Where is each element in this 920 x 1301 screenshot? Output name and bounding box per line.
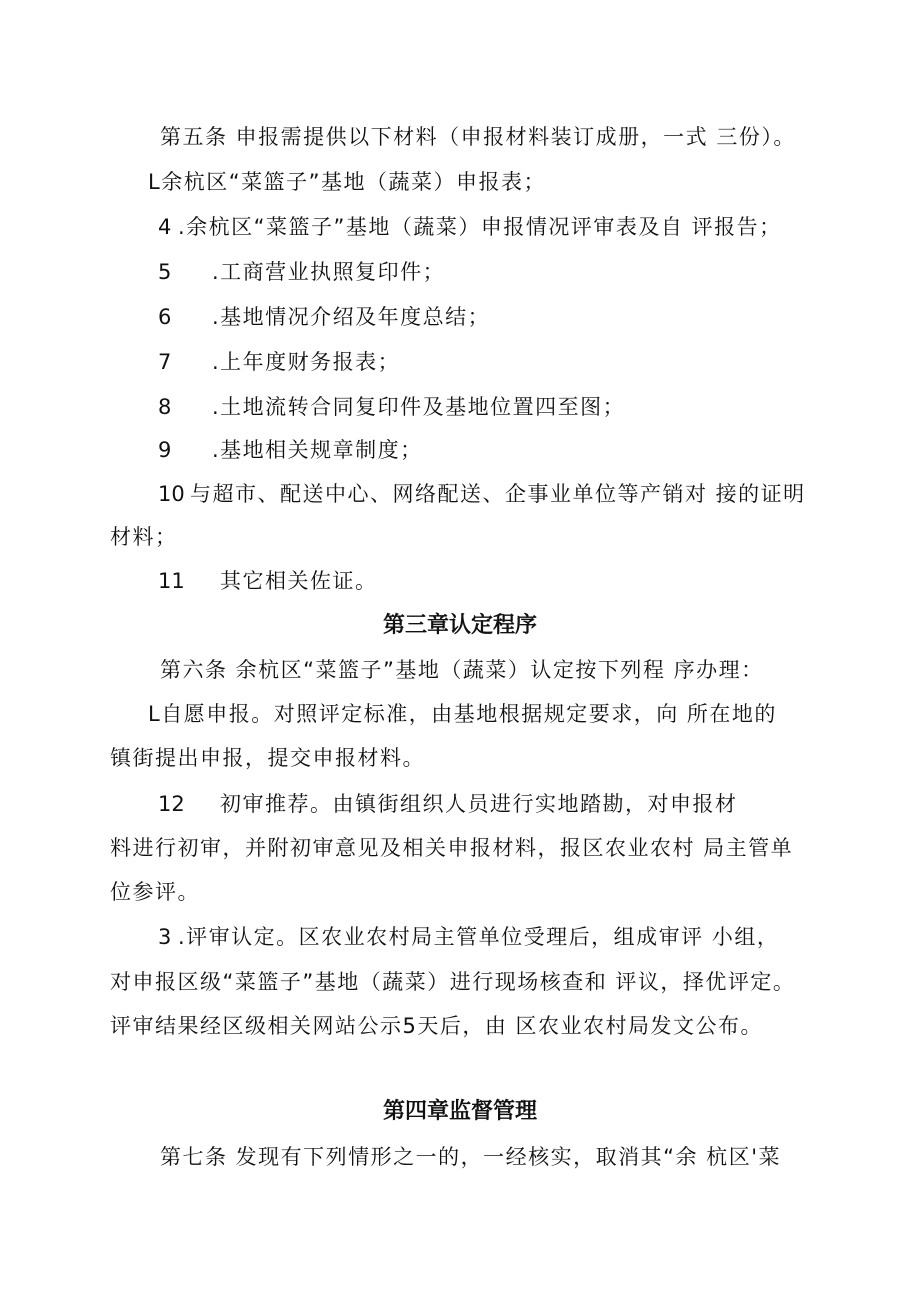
list-number: 11: [158, 569, 185, 593]
list-number: 12: [158, 792, 185, 816]
list-item: 其它相关佐证。: [220, 569, 378, 593]
paragraph-line: .评审认定。区农业农村局主管单位受理后，组成审评 小组，: [178, 925, 780, 949]
list-number: 3: [158, 925, 172, 949]
chapter3-heading: 第三章认定程序: [382, 613, 537, 638]
list-item: .工商营业执照复印件；: [212, 260, 446, 284]
article5-title: 第五条 申报需提供以下材料（申报材料装订成册，一式 三份）。: [160, 125, 796, 149]
chapter4-heading: 第四章监督管理: [382, 1099, 537, 1124]
paragraph-line: 位参评。: [110, 880, 200, 904]
list-number: 10: [158, 482, 185, 506]
paragraph-line: 镇街提出申报，提交申报材料。: [110, 746, 425, 770]
list-item: .基地情况介绍及年度总结；: [212, 305, 491, 329]
paragraph-line: 初审推荐。由镇街组织人员进行实地踏勘，对申报材: [220, 792, 738, 816]
paragraph-line: 第七条 发现有下列情形之一的，一经核实，取消其“余 杭区'菜: [160, 1145, 782, 1169]
list-number: 7: [158, 350, 172, 374]
paragraph-line: L自愿申报。对照评定标准，由基地根据规定要求，向 所在地的: [148, 702, 777, 726]
list-number: 4: [158, 215, 172, 239]
list-item-continued: 材料；: [110, 525, 178, 549]
list-number: 5: [158, 260, 172, 284]
paragraph-line: 对申报区级“菜篮子”基地（蔬菜）进行现场核查和 评议，择优评定。: [110, 970, 796, 994]
list-number: 6: [158, 305, 172, 329]
list-item: .余杭区“菜篮子”基地（蔬菜）申报情况评审表及自 评报告；: [178, 215, 782, 239]
list-item: .基地相关规章制度；: [212, 438, 423, 462]
paragraph-line: 料进行初审，并附初审意见及相关申报材料，报区农业农村 局主管单: [110, 836, 794, 860]
list-number: 9: [158, 438, 172, 462]
list-item: .上年度财务报表；: [212, 350, 401, 374]
list-item: L余杭区“菜篮子”基地（蔬菜）申报表；: [148, 170, 546, 194]
list-item: .土地流转合同复印件及基地位置四至图；: [212, 395, 626, 419]
list-number: 8: [158, 395, 172, 419]
paragraph-line: 第六条 余杭区“菜篮子”基地（蔬菜）认定按下列程 序办理：: [160, 658, 764, 682]
list-item: 与超市、配送中心、网络配送、企事业单位等产销对 接的证明: [190, 482, 806, 506]
paragraph-line: 评审结果经区级相关网站公示5天后，由 区农业农村局发文公布。: [110, 1014, 764, 1038]
